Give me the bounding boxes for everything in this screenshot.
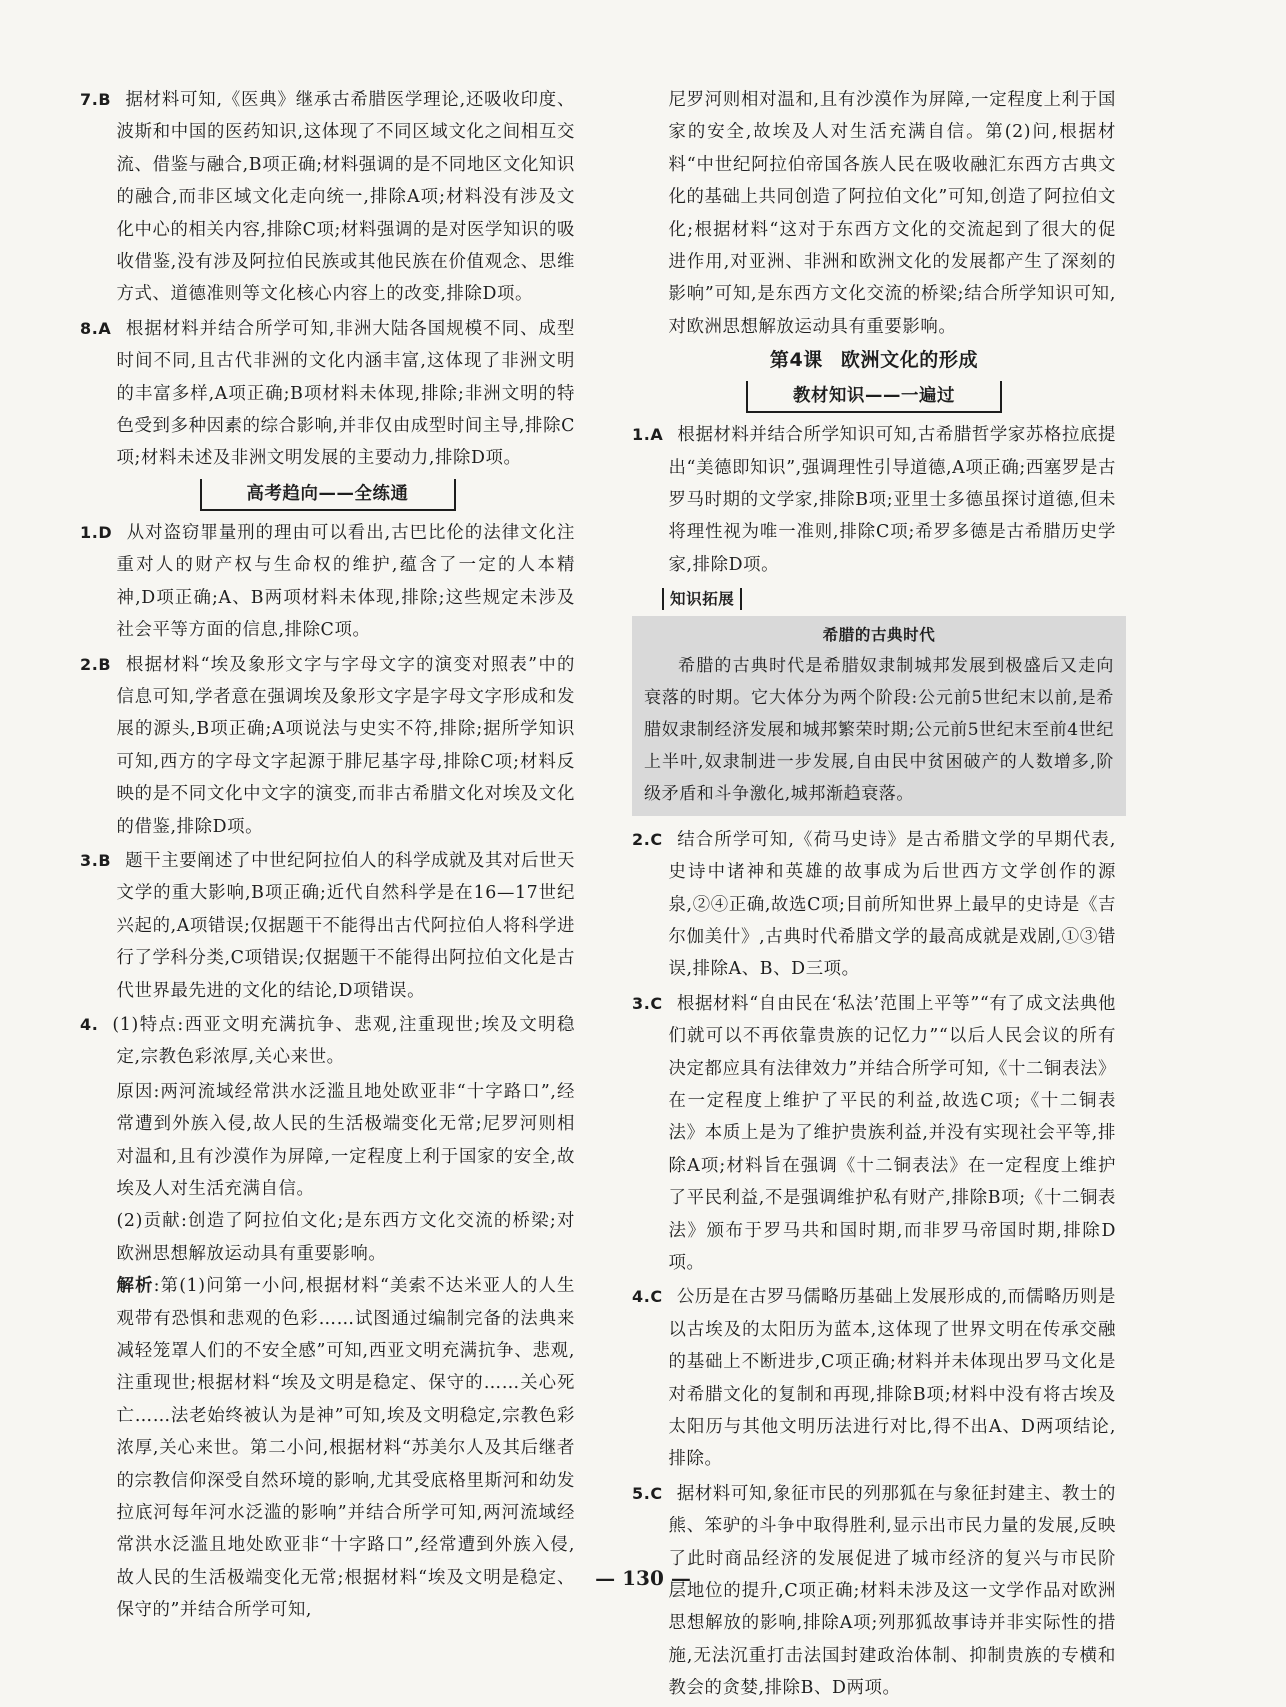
answer-item: 7.B 据材料可知,《医典》继承古希腊医学理论,还吸收印度、波斯和中国的医药知识,这体现了不同区域文化之间相互交流、借鉴与融合,B项正确;材料强调的是不同地区文化知识的融合,而非区域文化走向统一,排除A项;材料没有涉及文化中心的相关内容,排除C项;材料强调的是对医学知识的吸收借鉴,没有涉及阿拉伯民族或其他民族在价值观念、思维方式、道德准则等文化核心内容上的改变,排除D项。 xyxy=(80,90,575,305)
knowledge-extension-box xyxy=(632,616,1126,816)
q4-analysis: 解析:第(1)问第一小问,根据材料“美索不达米亚人的人生观带有恐惧和悲观的色彩……试图通过编制完备的法典来减轻笼罩人们的不安全感”可知,西亚文明充满抗争、悲观,注重现世;根据材料“埃及文明是稳定、保守的……关心死亡……法老始终被认为是神”可知,埃及文明稳定,宗教色彩浓厚,关心来世。第二小问,根据材料“苏美尔人及其后继者的宗教信仰深受自然环境的影响,尤其受底格里斯河和幼发拉底河每年河水泛滥的影响”并结合所学可知,两河流域经常洪水泛滥且地处欧亚非“十字路口”,经常遭到外族入侵,故人民的生活极端变化无常;根据材料“埃及文明是稳定、保守的”并结合所学可知, xyxy=(116,1276,576,1621)
answer-item: 3.B 题干主要阐述了中世纪阿拉伯人的科学成就及其对后世天文学的重大影响,B项正确;近代自然科学是在16—17世纪兴起的,A项错误;仅据题干不能得出古代阿拉伯人将科学进行了学科分类,C项错误;仅据题干不能得出阿拉伯文化是古代世界最先进的文化的结论,D项错误。 xyxy=(80,850,575,1001)
answer-item: 1.D 从对盗窃罪量刑的理由可以看出,古巴比伦的法律文化注重对人的财产权与生命权的维护,蕴含了一定的人本精神,D项正确;A、B两项材料未体现,排除;这些规定未涉及社会平等方面的信息,排除C项。 xyxy=(80,522,575,641)
knowledge-extension-tag: 知识拓展 xyxy=(662,588,742,610)
answer-item: 4.C 公历是在古罗马儒略历基础上发展形成的,而儒略历则是以古埃及的太阳历为蓝本,这体现了世界文明在传承交融的基础上不断进步,C项正确;材料并未体现出罗马文化是对希腊文化的复制和再现,排除B项;材料中没有将古埃及太阳历与其他文明历法进行对比,得不出A、D两项结论,排除。 xyxy=(632,1287,1116,1470)
extension-title: 希腊的古典时代 xyxy=(822,625,936,644)
right-column xyxy=(632,84,1116,1707)
answer-item-q4: 4. (1)特点:西亚文明充满抗争、悲观,注重现世;埃及文明稳定,宗教色彩浓厚,关心来世。 xyxy=(80,1014,575,1068)
answer-item: 1.A 根据材料并结合所学知识可知,古希腊哲学家苏格拉底提出“美德即知识”,强调理性引导道德,A项正确;西塞罗是古罗马时期的文学家,排除B项;亚里士多德虽探讨道德,但未将理性视为唯一准则,排除C项;希罗多德是古希腊历史学家,排除D项。 xyxy=(632,425,1116,575)
answer-item: 3.C 根据材料“自由民在‘私法’范围上平等”“有了成文法典他们就可以不再依靠贵族的记忆力”“以后人民会议的所有决定都应具有法律效力”并结合所学可知,《十二铜表法》在一定程度上维护了平民的利益,故选C项;《十二铜表法》本质上是为了维护贵族利益,并没有实现社会平等,排除A项;材料旨在强调《十二铜表法》在一定程度上维护了平民利益,不是强调维护私有财产,排除B项;《十二铜表法》颁布于罗马共和国时期,而非罗马帝国时期,排除D项。 xyxy=(632,993,1116,1273)
lesson-title: 第4课 欧洲文化的形成 xyxy=(769,349,979,372)
page-number: — 130 — xyxy=(595,1566,691,1590)
left-column xyxy=(80,84,575,1627)
continuation-text: 尼罗河则相对温和,且有沙漠作为屏障,一定程度上利于国家的安全,故埃及人对生活充满自信。第(2)问,根据材料“中世纪阿拉伯帝国各族人民在吸收融汇东西方古典文化的基础上共同创造了阿拉伯文化”可知,创造了阿拉伯文化;根据材料“这对于东西方文化的交流起到了很大的促进作用,对亚洲、非洲和欧洲文化的发展都产生了深刻的影响”可知,是东西方文化交流的桥梁;结合所学知识可知,对欧洲思想解放运动具有重要影响。 xyxy=(668,90,1116,337)
answer-item: 8.A 根据材料并结合所学可知,非洲大陆各国规模不同、成型时间不同,且古代非洲的文化内涵丰富,这体现了非洲文明的丰富多样,A项正确;B项材料未体现,排除;非洲文明的特色受到多种因素的综合影响,并非仅由成型时间主导,排除C项;材料未述及非洲文明发展的主要动力,排除D项。 xyxy=(80,318,575,469)
section-heading: 教材知识——一遍过 xyxy=(746,381,1002,413)
answer-item: 2.B 根据材料“埃及象形文字与字母文字的演变对照表”中的信息可知,学者意在强调埃及象形文字是字母文字形成和发展的源头,B项正确;A项说法与史实不符,排除;据所学知识可知,西方的字母文字起源于腓尼基字母,排除C项;材料反映的是不同文化中文字的演变,而非古希腊文化对埃及文化的借鉴,排除D项。 xyxy=(80,654,575,837)
q4-contribution: (2)贡献:创造了阿拉伯文化;是东西方文化交流的桥梁;对欧洲思想解放运动具有重要影响。 xyxy=(116,1211,575,1264)
answer-item: 2.C 结合所学可知,《荷马史诗》是古希腊文学的早期代表,史诗中诸神和英雄的故事成为后世西方文学创作的源泉,②④正确,故选C项;目前所知世界上最早的史诗是《吉尔伽美什》,古典时代希腊文学的最高成就是戏剧,①③错误,排除A、B、D三项。 xyxy=(632,829,1116,980)
section-heading: 高考趋向——全练通 xyxy=(200,479,456,511)
answer-item: 5.C 据材料可知,象征市民的列那狐在与象征封建主、教士的熊、笨驴的斗争中取得胜利,显示出市民力量的发展,反映了此时商品经济的发展促进了城市经济的复兴与市民阶层地位的提升,C项正确;材料未涉及这一文学作品对欧洲思想解放的影响,排除A项;列那狐故事诗并非实际性的措施,无法沉重打击法国封建政治体制、抑制贵族的专横和教会的贪婪,排除B、D两项。 xyxy=(632,1483,1116,1699)
q4-reason: 原因:两河流域经常洪水泛滥且地处欧亚非“十字路口”,经常遭到外族入侵,故人民的生活极端变化无常;尼罗河则相对温和,且有沙漠作为屏障,一定程度上利于国家的安全,故埃及人对生活充满自信。 xyxy=(116,1081,575,1199)
extension-body: 希腊的古典时代是希腊奴隶制城邦发展到极盛后又走向衰落的时期。它大体分为两个阶段:公元前5世纪末以前,是希腊奴隶制经济发展和城邦繁荣时期;公元前5世纪末至前4世纪上半叶,奴隶制进一步发展,自由民中贫困破产的人数增多,阶级矛盾和斗争激化,城邦渐趋衰落。 xyxy=(644,655,1114,804)
